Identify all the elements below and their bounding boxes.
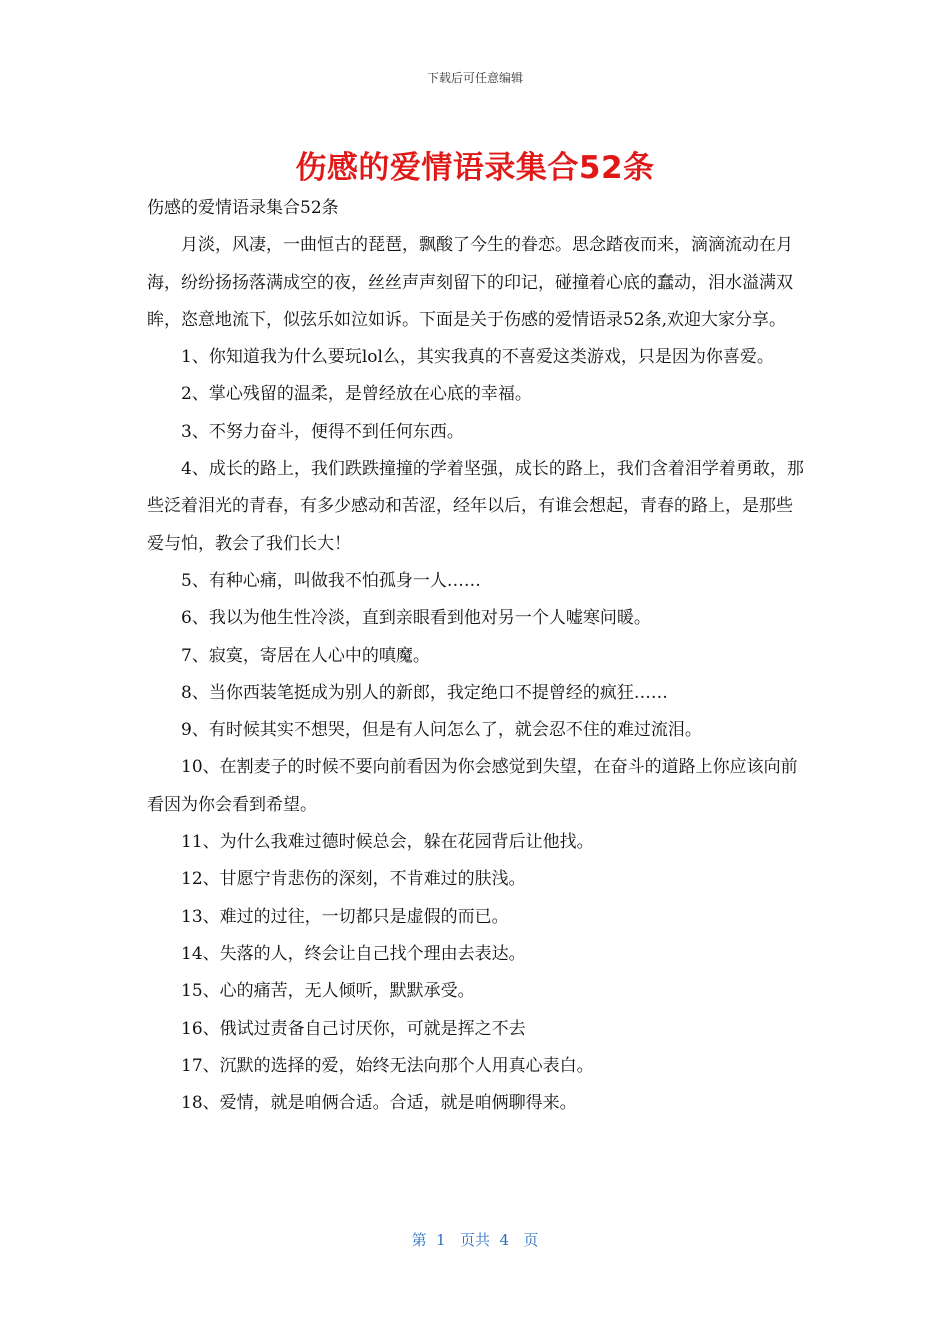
list-item: 10、在割麦子的时候不要向前看因为你会感觉到失望，在奋斗的道路上你应该向前看因为你会看到希望。 <box>147 757 798 815</box>
list-item: 8、当你西装笔挺成为别人的新郎，我定绝口不提曾经的疯狂…… <box>181 682 668 703</box>
list-item: 7、寂寞，寄居在人心中的嗔魔。 <box>181 645 430 666</box>
list-item: 17、沉默的选择的爱，始终无法向那个人用真心表白。 <box>181 1055 594 1076</box>
list-item: 11、为什么我难过德时候总会，躲在花园背后让他找。 <box>181 832 594 853</box>
list-item: 18、爱情，就是咱俩合适。合适，就是咱俩聊得来。 <box>181 1093 577 1114</box>
list-item: 4、成长的路上，我们跌跌撞撞的学着坚强，成长的路上，我们含着泪学着勇敢，那些泛着泪光的青春，有多少感动和苦涩，经年以后，有谁会想起，青春的路上，是那些爱与怕，教会了我们长大！ <box>147 459 804 554</box>
list-item: 14、失落的人，终会让自己找个理由去表达。 <box>181 943 526 964</box>
document-title: 伤感的爱情语录集合52条 <box>295 150 655 186</box>
page-footer: 第 1 页共 4 页 <box>411 1231 539 1249</box>
list-item: 1、你知道我为什么要玩lol么，其实我真的不喜爱这类游戏，只是因为你喜爱。 <box>181 347 774 368</box>
intro-paragraph: 月淡，风凄，一曲恒古的琵琶，飘酸了今生的眷恋。思念踏夜而来，滴滴流动在月海，纷纷扬扬落满成空的夜，丝丝声声刻留下的印记，碰撞着心底的蠢动，泪水溢满双眸，恣意地流下，似弦乐如泣如诉。下面是关于伤感的爱情语录52条,欢迎大家分享。 <box>147 235 793 330</box>
list-item: 16、俄试过责备自己讨厌你，可就是挥之不去 <box>181 1018 526 1039</box>
list-item: 5、有种心痛，叫做我不怕孤身一人…… <box>181 570 481 591</box>
list-item: 2、掌心残留的温柔，是曾经放在心底的幸福。 <box>181 384 532 405</box>
list-item: 15、心的痛苦，无人倾听，默默承受。 <box>181 981 475 1002</box>
header-note: 下载后可任意编辑 <box>426 71 523 85</box>
document-body <box>147 190 807 1122</box>
list-item: 12、甘愿宁肯悲伤的深刻，不肯难过的肤浅。 <box>181 869 526 890</box>
list-item: 3、不努力奋斗，便得不到任何东西。 <box>181 421 464 442</box>
list-item: 9、有时候其实不想哭，但是有人问怎么了，就会忍不住的难过流泪。 <box>181 720 702 741</box>
list-item: 6、我以为他生性冷淡，直到亲眼看到他对另一个人嘘寒问暖。 <box>181 608 651 629</box>
subtitle: 伤感的爱情语录集合52条 <box>147 198 339 218</box>
list-item: 13、难过的过往，一切都只是虚假的而已。 <box>181 906 509 927</box>
